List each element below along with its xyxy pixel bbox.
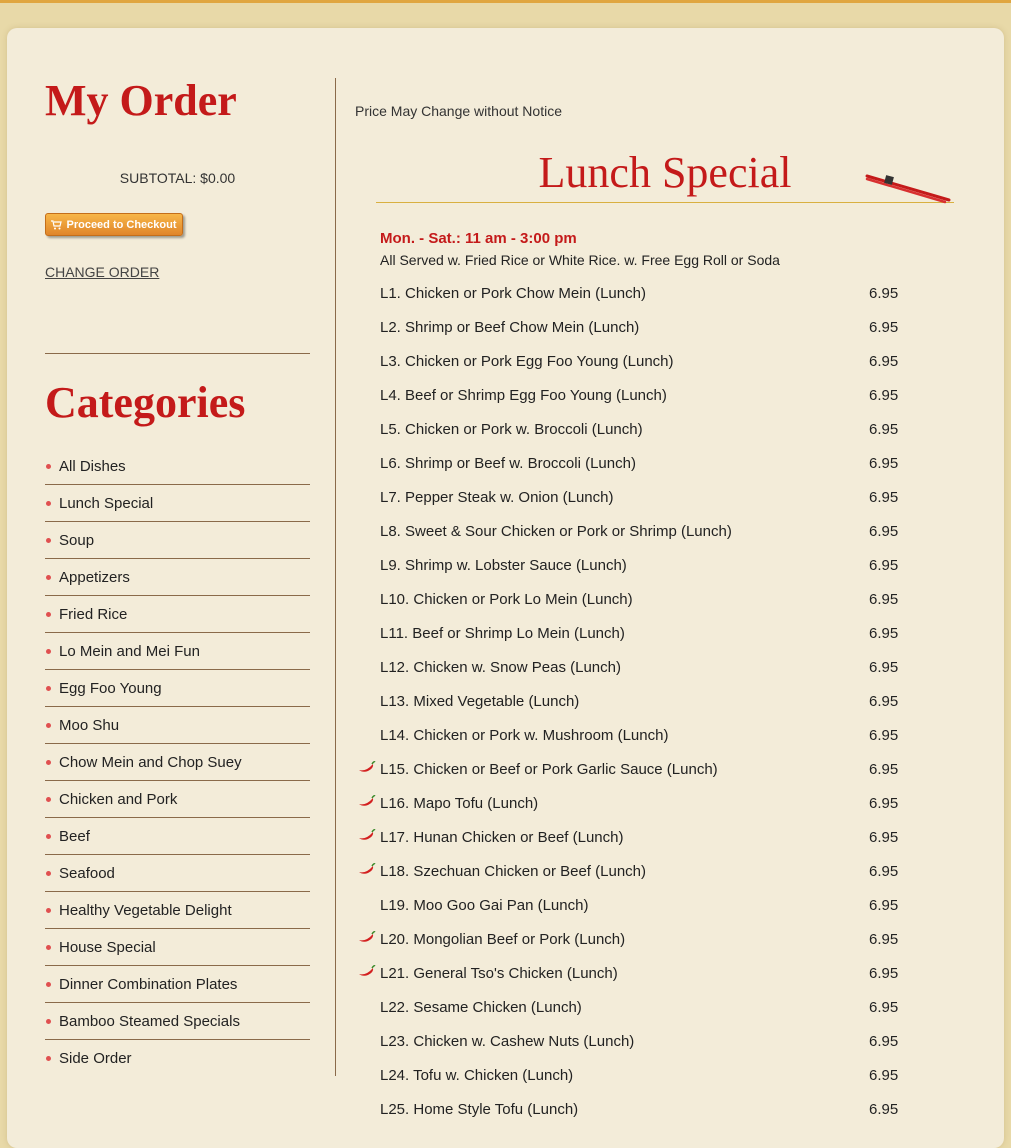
menu-item-row[interactable] bbox=[355, 480, 955, 514]
category-item[interactable] bbox=[45, 929, 310, 966]
category-item[interactable] bbox=[45, 448, 310, 485]
menu-item-row[interactable] bbox=[355, 378, 955, 412]
category-label: Dinner Combination Plates bbox=[59, 975, 238, 993]
category-item[interactable] bbox=[45, 670, 310, 707]
bullet-icon bbox=[46, 1056, 51, 1061]
menu-item-name[interactable]: L20. Mongolian Beef or Pork (Lunch) bbox=[380, 930, 626, 948]
checkout-label: Proceed to Checkout bbox=[66, 218, 177, 231]
proceed-to-checkout-button[interactable] bbox=[45, 213, 183, 236]
menu-item-price: 6.95 bbox=[869, 284, 899, 302]
menu-item-price: 6.95 bbox=[869, 352, 899, 370]
category-label: Appetizers bbox=[59, 568, 130, 586]
menu-item-price: 6.95 bbox=[869, 624, 899, 642]
menu-item-name[interactable]: L14. Chicken or Pork w. Mushroom (Lunch) bbox=[380, 726, 669, 744]
menu-item-name[interactable]: L25. Home Style Tofu (Lunch) bbox=[380, 1100, 579, 1118]
menu-items bbox=[355, 276, 955, 1126]
menu-item-name[interactable]: L12. Chicken w. Snow Peas (Lunch) bbox=[380, 658, 621, 676]
menu-item-row[interactable] bbox=[355, 446, 955, 480]
category-label: Healthy Vegetable Delight bbox=[59, 901, 232, 919]
bullet-icon bbox=[46, 834, 51, 839]
menu-item-price: 6.95 bbox=[869, 658, 899, 676]
category-item[interactable] bbox=[45, 892, 310, 929]
bullet-icon bbox=[46, 871, 51, 876]
chili-pepper-icon bbox=[358, 964, 376, 978]
menu-item-name[interactable]: L22. Sesame Chicken (Lunch) bbox=[380, 998, 582, 1016]
menu-item-price: 6.95 bbox=[869, 998, 899, 1016]
subtotal-text: SUBTOTAL: $0.00 bbox=[119, 170, 236, 186]
menu-item-price: 6.95 bbox=[869, 420, 899, 438]
menu-item-price: 6.95 bbox=[869, 828, 899, 846]
menu-item-name[interactable]: L8. Sweet & Sour Chicken or Pork or Shrimp (Lunch) bbox=[380, 522, 732, 540]
menu-item-name[interactable]: L10. Chicken or Pork Lo Mein (Lunch) bbox=[380, 590, 633, 608]
bullet-icon bbox=[46, 612, 51, 617]
category-item[interactable] bbox=[45, 559, 310, 596]
menu-item-price: 6.95 bbox=[869, 386, 899, 404]
menu-item-price: 6.95 bbox=[869, 1100, 899, 1118]
menu-item-row[interactable] bbox=[355, 684, 955, 718]
price-notice: Price May Change without Notice bbox=[355, 103, 562, 119]
categories-title: Categories bbox=[45, 378, 246, 427]
menu-item-row[interactable] bbox=[355, 718, 955, 752]
category-item[interactable] bbox=[45, 485, 310, 522]
category-label: House Special bbox=[59, 938, 156, 956]
menu-item-row[interactable] bbox=[355, 548, 955, 582]
category-label: Bamboo Steamed Specials bbox=[59, 1012, 240, 1030]
menu-item-name[interactable]: L11. Beef or Shrimp Lo Mein (Lunch) bbox=[380, 624, 625, 642]
category-label: Egg Foo Young bbox=[59, 679, 162, 697]
bullet-icon bbox=[46, 649, 51, 654]
sidebar bbox=[45, 76, 310, 1067]
menu-item-price: 6.95 bbox=[869, 794, 899, 812]
bullet-icon bbox=[46, 908, 51, 913]
bullet-icon bbox=[46, 501, 51, 506]
category-label: Fried Rice bbox=[59, 605, 128, 623]
bullet-icon bbox=[46, 723, 51, 728]
menu-item-price: 6.95 bbox=[869, 896, 899, 914]
category-label: Moo Shu bbox=[59, 716, 120, 734]
chili-pepper-icon bbox=[358, 760, 376, 774]
category-item[interactable] bbox=[45, 596, 310, 633]
my-order-title: My Order bbox=[45, 76, 237, 125]
category-item[interactable] bbox=[45, 855, 310, 892]
menu-item-row[interactable] bbox=[355, 820, 955, 854]
chili-pepper-icon bbox=[358, 828, 376, 842]
top-accent-bar bbox=[0, 0, 1011, 3]
category-item[interactable] bbox=[45, 966, 310, 1003]
menu-item-price: 6.95 bbox=[869, 726, 899, 744]
menu-item-name[interactable]: L24. Tofu w. Chicken (Lunch) bbox=[380, 1066, 574, 1084]
category-label: Seafood bbox=[59, 864, 115, 882]
menu-item-row[interactable] bbox=[355, 650, 955, 684]
category-list bbox=[45, 448, 310, 1076]
menu-item-row[interactable] bbox=[355, 514, 955, 548]
category-item[interactable] bbox=[45, 1040, 310, 1076]
menu-item-price: 6.95 bbox=[869, 930, 899, 948]
menu-item-price: 6.95 bbox=[869, 454, 899, 472]
category-item[interactable] bbox=[45, 633, 310, 670]
category-item[interactable] bbox=[45, 781, 310, 818]
menu-item-name[interactable]: L23. Chicken w. Cashew Nuts (Lunch) bbox=[380, 1032, 635, 1050]
menu-item-name[interactable]: L16. Mapo Tofu (Lunch) bbox=[380, 794, 539, 812]
menu-item-name[interactable]: L21. General Tso's Chicken (Lunch) bbox=[380, 964, 618, 982]
menu-item-price: 6.95 bbox=[869, 760, 899, 778]
category-label: All Dishes bbox=[59, 457, 126, 475]
menu-item-name[interactable]: L9. Shrimp w. Lobster Sauce (Lunch) bbox=[380, 556, 627, 574]
menu-item-name[interactable]: L18. Szechuan Chicken or Beef (Lunch) bbox=[380, 862, 646, 880]
menu-item-row[interactable] bbox=[355, 616, 955, 650]
bullet-icon bbox=[46, 945, 51, 950]
menu-item-row[interactable] bbox=[355, 922, 955, 956]
menu-item-row[interactable] bbox=[355, 854, 955, 888]
menu-item-row[interactable] bbox=[355, 1058, 955, 1092]
category-item[interactable] bbox=[45, 707, 310, 744]
vertical-divider bbox=[335, 78, 336, 1076]
category-label: Lo Mein and Mei Fun bbox=[59, 642, 200, 660]
menu-item-price: 6.95 bbox=[869, 862, 899, 880]
bullet-icon bbox=[46, 760, 51, 765]
chili-pepper-icon bbox=[358, 862, 376, 876]
category-item[interactable] bbox=[45, 1003, 310, 1040]
menu-item-row[interactable] bbox=[355, 888, 955, 922]
category-label: Soup bbox=[59, 531, 95, 549]
category-label: Side Order bbox=[59, 1049, 132, 1067]
menu-item-name[interactable]: L19. Moo Goo Gai Pan (Lunch) bbox=[380, 896, 589, 914]
menu-item-name[interactable]: L1. Chicken or Pork Chow Mein (Lunch) bbox=[380, 284, 646, 302]
menu-item-row[interactable] bbox=[355, 990, 955, 1024]
bullet-icon bbox=[46, 575, 51, 580]
category-label: Chicken and Pork bbox=[59, 790, 178, 808]
menu-item-price: 6.95 bbox=[869, 318, 899, 336]
menu-item-name[interactable]: L4. Beef or Shrimp Egg Foo Young (Lunch) bbox=[380, 386, 667, 404]
menu-item-row[interactable] bbox=[355, 344, 955, 378]
menu-item-price: 6.95 bbox=[869, 692, 899, 710]
menu-item-row[interactable] bbox=[355, 786, 955, 820]
menu-item-price: 6.95 bbox=[869, 1066, 899, 1084]
bullet-icon bbox=[46, 538, 51, 543]
menu-item-price: 6.95 bbox=[869, 590, 899, 608]
bullet-icon bbox=[46, 982, 51, 987]
menu-item-name[interactable]: L5. Chicken or Pork w. Broccoli (Lunch) bbox=[380, 420, 643, 438]
chili-pepper-icon bbox=[358, 930, 376, 944]
menu-item-price: 6.95 bbox=[869, 522, 899, 540]
bullet-icon bbox=[46, 464, 51, 469]
menu-item-price: 6.95 bbox=[869, 556, 899, 574]
bullet-icon bbox=[46, 1019, 51, 1024]
menu-item-row[interactable] bbox=[355, 412, 955, 446]
menu-item-price: 6.95 bbox=[869, 488, 899, 506]
menu-item-row[interactable] bbox=[355, 752, 955, 786]
category-label: Beef bbox=[59, 827, 90, 845]
bullet-icon bbox=[46, 686, 51, 691]
hours-text: Mon. - Sat.: 11 am - 3:00 pm bbox=[380, 230, 577, 247]
category-item[interactable] bbox=[45, 818, 310, 855]
menu-item-name[interactable]: L7. Pepper Steak w. Onion (Lunch) bbox=[380, 488, 614, 506]
menu-item-name[interactable]: L17. Hunan Chicken or Beef (Lunch) bbox=[380, 828, 624, 846]
menu-item-price: 6.95 bbox=[869, 1032, 899, 1050]
menu-item-row[interactable] bbox=[355, 1092, 955, 1126]
menu-item-row[interactable] bbox=[355, 1024, 955, 1058]
chili-pepper-icon bbox=[358, 794, 376, 808]
menu-item-name[interactable]: L15. Chicken or Beef or Pork Garlic Sauce (Lunch) bbox=[380, 760, 718, 778]
bullet-icon bbox=[46, 797, 51, 802]
category-item[interactable] bbox=[45, 522, 310, 559]
sidebar-divider bbox=[45, 353, 310, 354]
served-note: All Served w. Fried Rice or White Rice. w. Free Egg Roll or Soda bbox=[380, 252, 780, 268]
menu-item-name[interactable]: L6. Shrimp or Beef w. Broccoli (Lunch) bbox=[380, 454, 636, 472]
menu-item-name[interactable]: L2. Shrimp or Beef Chow Mein (Lunch) bbox=[380, 318, 640, 336]
category-label: Lunch Special bbox=[59, 494, 154, 512]
change-order-link[interactable]: CHANGE ORDER bbox=[45, 264, 160, 280]
menu-item-name[interactable]: L3. Chicken or Pork Egg Foo Young (Lunch) bbox=[380, 352, 674, 370]
menu-item-row[interactable] bbox=[355, 582, 955, 616]
menu-item-price: 6.95 bbox=[869, 964, 899, 982]
category-item[interactable] bbox=[45, 744, 310, 781]
category-label: Chow Mein and Chop Suey bbox=[59, 753, 242, 771]
cart-icon bbox=[51, 220, 62, 230]
menu-item-row[interactable] bbox=[355, 276, 955, 310]
section-title: Lunch Special bbox=[538, 148, 792, 197]
menu-item-row[interactable] bbox=[355, 310, 955, 344]
chopsticks-icon bbox=[865, 168, 955, 213]
menu-item-name[interactable]: L13. Mixed Vegetable (Lunch) bbox=[380, 692, 580, 710]
menu-item-row[interactable] bbox=[355, 956, 955, 990]
